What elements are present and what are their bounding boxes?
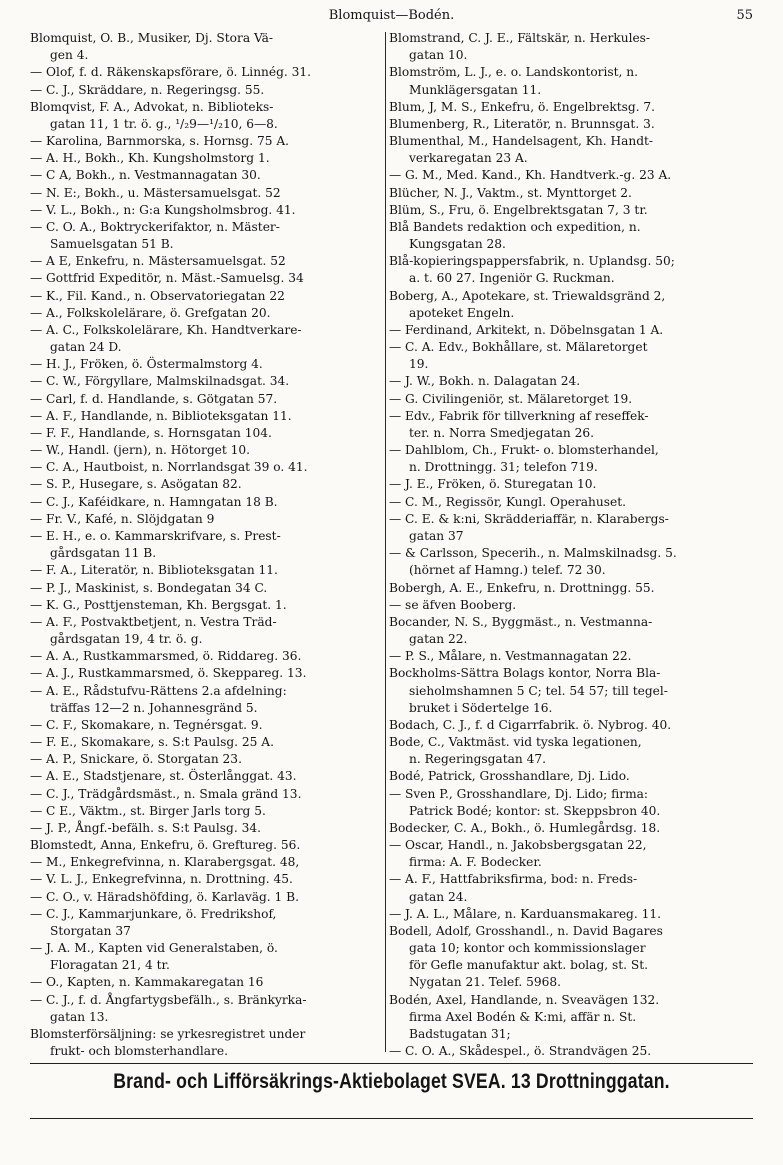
directory-entry: — F. E., Skomakare, s. S:t Paulsg. 25 A. [30,735,274,750]
directory-entry: — C. A. Edv., Bokhållare, st. Mälaretorget [389,340,648,355]
directory-entry: — Dahlblom, Ch., Frukt- o. blomsterhandel, [389,443,659,458]
directory-entry: Bode, C., Vaktmäst. vid tyska legationen, [389,735,642,750]
directory-entry: — A. F., Handlande, n. Biblioteksgatan 11. [30,408,292,423]
directory-entry: Bockholms-Sättra Bolags kontor, Norra Bla- [389,666,661,681]
directory-entry-continuation: frukt- och blomsterhandlare. [50,1044,228,1059]
directory-entry: — P. S., Målare, n. Vestmannagatan 22. [389,649,632,664]
directory-entry: Bocander, N. S., Byggmäst., n. Vestmanna- [389,614,653,629]
directory-entry-continuation: n. Regeringsgatan 47. [409,752,546,767]
directory-entry: — J. E., Fröken, ö. Sturegatan 10. [389,477,597,492]
directory-entry: — & Carlsson, Specerih., n. Malmskilnadsg. 5. [389,546,677,561]
directory-entry: — C. F., Skomakare, n. Tegnérsgat. 9. [30,717,263,732]
directory-entry-continuation: firma: A. F. Bodecker. [409,855,542,870]
directory-entry: Bodell, Adolf, Grosshandl., n. David Bagares [389,923,663,938]
advertisement-banner: Brand- och Lifförsäkrings-Aktiebolaget SVEA. 13 Drottninggatan. [113,1070,670,1093]
directory-entry-continuation: (hörnet af Hamng.) telef. 72 30. [409,563,606,578]
directory-entry: — Sven P., Grosshandlare, Dj. Lido; firma: [389,786,648,801]
directory-entry: — M., Enkegrefvinna, n. Klarabergsgat. 48, [30,855,300,870]
directory-entry: — se äfven Booberg. [389,597,517,612]
column-divider [385,32,386,1052]
directory-entry: — Ferdinand, Arkitekt, n. Döbelnsgatan 1 A. [389,322,664,337]
directory-entry: Blå-kopieringspappersfabrik, n. Uplandsg. 50; [389,254,675,269]
directory-entry-continuation: gatan 37 [409,528,464,543]
directory-entry: — C. W., Förgyllare, Malmskilnadsgat. 34. [30,374,290,389]
directory-entry: — F. A., Literatör, n. Biblioteksgatan 11. [30,563,278,578]
directory-entry: Blum, J, M. S., Enkefru, ö. Engelbrektsg. 7. [389,99,656,114]
directory-columns [30,30,755,1066]
left-column [30,30,384,1060]
directory-entry: — A. C., Folkskolelärare, Kh. Handtverkare- [30,322,302,337]
directory-entry: — A. J., Rustkammarsmed, ö. Skeppareg. 13. [30,666,307,681]
directory-entry: — P. J., Maskinist, s. Bondegatan 34 C. [30,580,268,595]
directory-entry: — Fr. V., Kafé, n. Slöjdgatan 9 [30,511,215,526]
directory-entry-continuation: träffas 12—2 n. Johannesgränd 5. [50,700,258,715]
directory-entry-continuation: firma Axel Bodén & K:mi, affär n. St. [409,1009,637,1024]
directory-entry: Bodé, Patrick, Grosshandlare, Dj. Lido. [389,769,630,784]
directory-entry-continuation: gen 4. [50,48,89,63]
directory-entry-continuation: gata 10; kontor och kommissionslager [409,941,646,956]
directory-entry: — C. O. A., Boktryckerifaktor, n. Mäster- [30,219,280,234]
directory-entry: Blomström, L. J., e. o. Landskontorist, n. [389,65,639,80]
directory-entry: Blomsterförsäljning: se yrkesregistret under [30,1026,306,1041]
directory-entry: — V. L. J., Enkegrefvinna, n. Drottning. 45. [30,872,293,887]
directory-entry: — C A, Bokh., n. Vestmannagatan 30. [30,168,261,183]
directory-entry: — Oscar, Handl., n. Jakobsbergsgatan 22, [389,838,647,853]
directory-entry-continuation: Munklägersgatan 11. [409,82,542,97]
directory-entry: — G. M., Med. Kand., Kh. Handtverk.-g. 23 A. [389,168,672,183]
directory-entry: — J. P., Ångf.-befälh. s. S:t Paulsg. 34. [30,820,261,835]
right-column [389,30,755,1060]
directory-entry: — V. L., Bokh., n: G:a Kungsholmsbrog. 41. [30,202,296,217]
directory-entry: — S. P., Husegare, s. Asögatan 82. [30,477,242,492]
directory-entry: — Olof, f. d. Räkenskapsförare, ö. Linnég. 31. [30,65,312,80]
banner-top-rule [30,1063,753,1064]
directory-entry: — E. H., e. o. Kammarskrifvare, s. Prest- [30,528,281,543]
directory-entry-continuation: gårdsgatan 19, 4 tr. ö. g. [50,632,203,647]
directory-entry: Boberg, A., Apotekare, st. Triewaldsgränd 2, [389,288,666,303]
directory-entry: — Carl, f. d. Handlande, s. Götgatan 57. [30,391,278,406]
directory-entry: — Edv., Fabrik för tillverkning af reseffek- [389,408,649,423]
directory-entry: — C. J., Skräddare, n. Regeringsg. 55. [30,82,265,97]
directory-entry: — A E, Enkefru, n. Mästersamuelsgat. 52 [30,254,286,269]
directory-entry-continuation: gatan 13. [50,1009,109,1024]
directory-entry-continuation: gatan 22. [409,632,468,647]
directory-entry: — W., Handl. (jern), n. Hötorget 10. [30,443,250,458]
directory-entry: Bodach, C. J., f. d Cigarrfabrik. ö. Nybrog. 40. [389,717,672,732]
directory-entry-continuation: a. t. 60 27. Ingeniör G. Ruckman. [409,271,615,286]
directory-entry: — C. O., v. Häradshöfding, ö. Karlaväg. 1 B. [30,889,300,904]
directory-entry: — A. A., Rustkammarsmed, ö. Riddareg. 36. [30,649,302,664]
directory-entry: — C. A., Hautboist, n. Norrlandsgat 39 o. 41. [30,460,308,475]
directory-entry-continuation: bruket i Södertelge 16. [409,700,553,715]
directory-entry: — C. J., f. d. Ångfartygsbefälh., s. Bränkyrka- [30,992,307,1007]
page-number: 55 [736,8,753,23]
directory-entry: — C. O. A., Skådespel., ö. Strandvägen 25. [389,1044,652,1059]
directory-entry: — K. G., Posttjensteman, Kh. Bergsgat. 1. [30,597,287,612]
directory-entry-continuation: Storgatan 37 [50,923,131,938]
directory-entry: — J. A. L., Målare, n. Karduansmakareg. 11. [389,906,661,921]
directory-entry: — F. F., Handlande, s. Hornsgatan 104. [30,425,272,440]
directory-entry: — O., Kapten, n. Kammakaregatan 16 [30,975,264,990]
directory-entry: — C E., Väktm., st. Birger Jarls torg 5. [30,803,266,818]
directory-entry: Blüm, S., Fru, ö. Engelbrektsgatan 7, 3 tr. [389,202,648,217]
directory-entry: Blumenthal, M., Handelsagent, Kh. Handt- [389,134,654,149]
directory-entry-continuation: gatan 24 D. [50,340,122,355]
directory-entry: — A. H., Bokh., Kh. Kungsholmstorg 1. [30,151,270,166]
directory-entry: Blomqvist, F. A., Advokat, n. Biblioteks- [30,99,274,114]
banner-bottom-rule [30,1118,753,1119]
directory-entry: — C. J., Kammarjunkare, ö. Fredrikshof, [30,906,277,921]
directory-entry-continuation: 19. [409,357,429,372]
directory-entry-continuation: Samuelsgatan 51 B. [50,237,174,252]
page-header-title: Blomquist—Bodén. [328,8,455,23]
directory-entry-continuation: verkaregatan 23 A. [409,151,528,166]
directory-entry: Bobergh, A. E., Enkefru, n. Drottningg. 55. [389,580,655,595]
directory-entry: — A. E., Rådstufvu-Rättens 2.a afdelning: [30,683,287,698]
directory-entry-continuation: Patrick Bodé; kontor: st. Skeppsbron 40. [409,803,661,818]
directory-entry: — C. J., Kaféidkare, n. Hamngatan 18 B. [30,494,278,509]
directory-entry: Blomquist, O. B., Musiker, Dj. Stora Vä- [30,31,274,45]
directory-entry: — A., Folkskolelärare, ö. Grefgatan 20. [30,305,271,320]
directory-entry-continuation: ter. n. Norra Smedjegatan 26. [409,425,594,440]
directory-entry: Blücher, N. J., Vaktm., st. Mynttorget 2. [389,185,632,200]
directory-entry-continuation: Nygatan 21. Telef. 5968. [409,975,561,990]
directory-entry: Blå Bandets redaktion och expedition, n. [389,219,641,234]
directory-entry: Bodecker, C. A., Bokh., ö. Humlegårdsg. 18. [389,820,661,835]
directory-entry-continuation: gatan 24. [409,889,468,904]
directory-entry-continuation: gårdsgatan 11 B. [50,546,157,561]
running-header [30,8,753,28]
directory-entry-continuation: gatan 10. [409,48,468,63]
directory-entry: — A. F., Hattfabriksfirma, bod: n. Freds- [389,872,638,887]
directory-entry-continuation: sieholmshamnen 5 C; tel. 54 57; till tegel- [409,683,668,698]
directory-entry-continuation: Badstugatan 31; [409,1026,511,1041]
directory-entry-continuation: apoteket Engeln. [409,305,515,320]
directory-entry: Bodén, Axel, Handlande, n. Sveavägen 132. [389,992,660,1007]
directory-entry-continuation: n. Drottningg. 31; telefon 719. [409,460,598,475]
directory-entry: Blomstedt, Anna, Enkefru, ö. Greftureg. 56. [30,838,301,853]
directory-entry: — N. E:, Bokh., u. Mästersamuelsgat. 52 [30,185,281,200]
directory-entry-continuation: Kungsgatan 28. [409,237,506,252]
directory-entry: — G. Civilingeniör, st. Mälaretorget 19. [389,391,633,406]
directory-entry: — H. J., Fröken, ö. Östermalmstorg 4. [30,357,263,372]
directory-entry-continuation: gatan 11, 1 tr. ö. g., ¹/₂9—¹/₂10, 6—8. [50,116,278,131]
directory-entry: — C. M., Regissör, Kungl. Operahuset. [389,494,626,509]
directory-entry: — Karolina, Barnmorska, s. Hornsg. 75 A. [30,134,290,149]
directory-entry: Blomstrand, C. J. E., Fältskär, n. Herkules- [389,31,651,45]
directory-entry: — J. A. M., Kapten vid Generalstaben, ö. [30,941,278,956]
directory-entry-continuation: Floragatan 21, 4 tr. [50,958,170,973]
directory-entry: Blumenberg, R., Literatör, n. Brunnsgat. 3. [389,116,655,131]
directory-entry-continuation: för Gefle manufaktur akt. bolag, st. St. [409,958,649,973]
directory-entry: — A. F., Postvaktbetjent, n. Vestra Träd- [30,614,277,629]
directory-entry: — C. J., Trädgårdsmäst., n. Smala gränd 13. [30,786,302,801]
directory-entry: — J. W., Bokh. n. Dalagatan 24. [389,374,581,389]
directory-entry: — K., Fil. Kand., n. Observatoriegatan 22 [30,288,285,303]
directory-entry: — A. E., Stadstjenare, st. Österlånggat. 43. [30,769,297,784]
directory-entry: — A. P., Snickare, ö. Storgatan 23. [30,752,242,767]
directory-entry: — C. E. & k:ni, Skrädderiaffär, n. Klarabergs- [389,511,669,526]
directory-entry: — Gottfrid Expeditör, n. Mäst.-Samuelsg. 34 [30,271,304,286]
